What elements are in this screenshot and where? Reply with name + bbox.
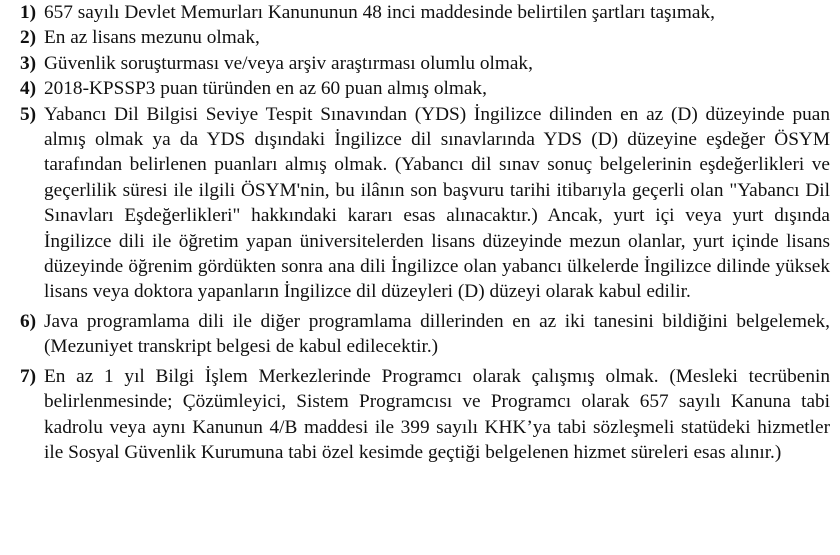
requirement-number: 4) — [20, 78, 37, 100]
requirement-text: Java programlama dili ile diğer programlama dillerinden en az iki tanesini bildiğini belgelemek, (Mezuniyet transkript belgesi de kabul edilecektir.) — [44, 310, 830, 358]
requirement-item-6 — [20, 309, 830, 360]
requirement-number: 3) — [20, 52, 37, 74]
requirement-text: En az 1 yıl Bilgi İşlem Merkezlerinde Programcı olarak çalışmış olmak. (Mesleki tecrübenin belirlenmesinde; Çözümleyici, Sistem Programcısı ve Programcı olarak 657 sayılı Kanuna tabi kadrolu veya aynı Kanunun 4/B maddesi ile 399 sayılı KHK’ya tabi sözleşmeli statüdeki hizmetler ile Sosyal Güvenlik Kurumuna tabi özel kesimde geçtiği belgelenen hizmet süreleri esas alınır.) — [44, 365, 830, 463]
requirement-item-5 — [20, 102, 830, 305]
requirement-number: 1) — [20, 2, 37, 23]
requirement-text: 657 sayılı Devlet Memurları Kanununun 48 inci maddesinde belirtilen şartları taşımak, — [44, 2, 715, 23]
requirement-text: 2018-KPSSP3 puan türünden en az 60 puan almış olmak, — [44, 78, 487, 100]
requirement-text: En az lisans mezunu olmak, — [44, 27, 260, 49]
requirement-item-2 — [20, 25, 830, 50]
requirement-number: 2) — [20, 27, 37, 49]
requirements-list — [20, 0, 830, 465]
requirement-item-4 — [20, 76, 830, 101]
requirement-text: Güvenlik soruşturması ve/veya arşiv araştırması olumlu olmak, — [44, 52, 533, 74]
requirement-item-1 — [20, 0, 830, 25]
requirement-text: Yabancı Dil Bilgisi Seviye Tespit Sınavından (YDS) İngilizce dilinden en az (D) düzeyinde puan almış olmak ya da YDS dışındaki İngilizce dil sınavlarında YDS (D) düzeyine eşdeğer ÖSYM tarafından belirlenen puanları almış olmak. (Yabancı dil sınav sonuç belgelerinin eşdeğerlikleri ve geçerlilik süresi ile ilgili ÖSYM'nin, bu ilânın son başvuru tarihi itibarıyla geçerli olan "Yabancı Dil Sınavları Eşdeğerlikleri" hakkındaki kararı esas alınacaktır.) Ancak, yurt içi veya yurt dışında İngilizce dili ile öğretim yapan üniversitelerden lisans düzeyinde mezun olanlar, yurt içinde lisans düzeyinde öğrenim gördükten sonra ana dili İngilizce olan yabancı ülkelerde İngilizce dilinde yüksek lisans veya doktora yapanların İngilizce dil düzeyleri (D) düzeyi olarak kabul edilir. — [44, 103, 830, 303]
requirement-number: 5) — [20, 103, 37, 125]
requirement-number: 6) — [20, 310, 37, 332]
requirement-item-3 — [20, 51, 830, 76]
requirement-item-7 — [20, 364, 830, 466]
requirement-number: 7) — [20, 365, 37, 387]
